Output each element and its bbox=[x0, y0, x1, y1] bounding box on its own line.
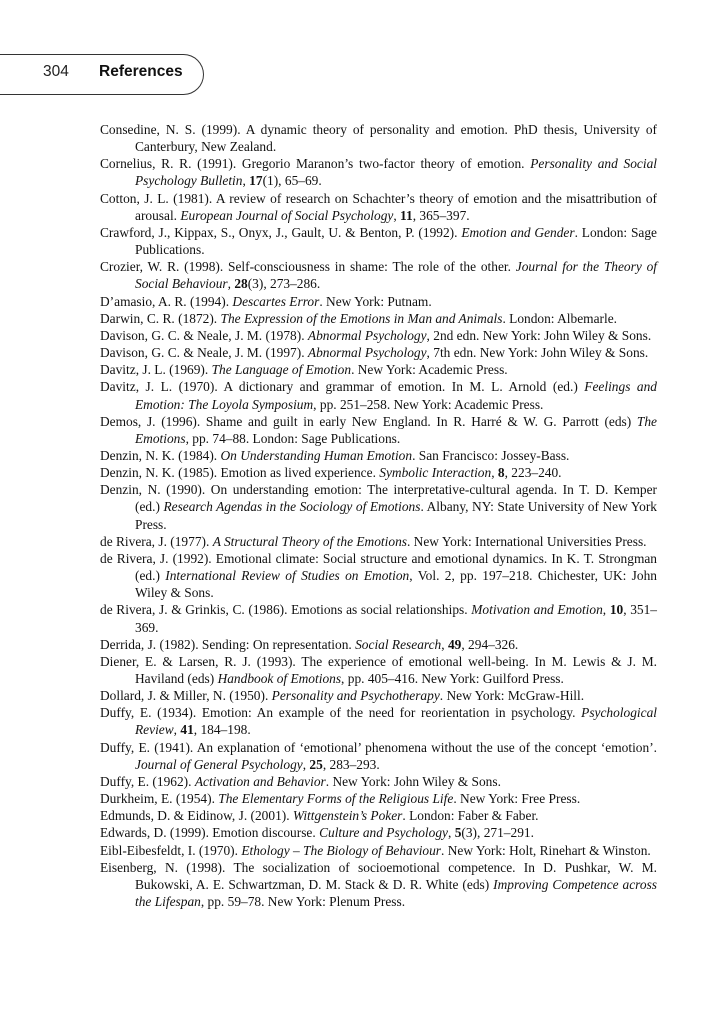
reference-entry bbox=[100, 464, 657, 481]
reference-text: , bbox=[227, 276, 235, 292]
reference-entry bbox=[100, 344, 657, 361]
reference-entry bbox=[100, 293, 657, 310]
reference-text: , bbox=[602, 602, 610, 618]
reference-text: , pp. 405–416. New York: Guilford Press. bbox=[341, 671, 564, 686]
reference-title: The Language of Emotion bbox=[211, 362, 352, 378]
reference-title: Culture and Psychology bbox=[319, 825, 448, 841]
reference-entry bbox=[100, 773, 657, 790]
reference-text: , 283–293. bbox=[322, 756, 380, 772]
reference-text: Denzin, N. (1990). On understanding emotion: The interpretative-cultural agenda. In T. D. Kemper (ed.) bbox=[100, 482, 657, 515]
reference-entry bbox=[100, 842, 657, 859]
reference-text: Dollard, J. & Miller, N. (1950). bbox=[100, 688, 272, 704]
reference-volume: 17 bbox=[249, 173, 263, 189]
reference-text: , 351–369. bbox=[135, 602, 657, 635]
reference-title: On Understanding Human Emotion bbox=[220, 447, 413, 463]
reference-entry bbox=[100, 224, 657, 258]
reference-text: Edmunds, D. & Eidinow, J. (2001). bbox=[100, 808, 293, 824]
reference-entry bbox=[100, 258, 657, 292]
reference-text: . London: Sage Publications. bbox=[135, 224, 657, 258]
reference-text: , pp. 74–88. London: Sage Publications. bbox=[185, 430, 401, 446]
reference-entry bbox=[100, 481, 657, 532]
reference-title: Abnormal Psychology bbox=[307, 327, 427, 343]
reference-text: , bbox=[173, 722, 181, 738]
reference-text: , bbox=[242, 173, 250, 189]
reference-text: Duffy, E. (1934). Emotion: An example of the need for reorientation in psychology. bbox=[100, 705, 582, 721]
reference-title: Abnormal Psychology bbox=[307, 345, 427, 361]
reference-volume: 11 bbox=[400, 207, 413, 223]
reference-title: Descartes Error bbox=[232, 293, 320, 309]
reference-entry bbox=[100, 739, 657, 773]
reference-title: Research Agendas in the Sociology of Emotions bbox=[163, 499, 421, 515]
reference-volume: 49 bbox=[447, 636, 462, 652]
reference-text: , bbox=[448, 825, 455, 841]
reference-title: Motivation and Emotion bbox=[471, 602, 603, 618]
reference-text: Denzin, N. K. (1984). bbox=[100, 447, 221, 463]
reference-entry bbox=[100, 704, 657, 738]
reference-text: (1), 65–69. bbox=[262, 173, 322, 189]
reference-title: Handbook of Emotions bbox=[217, 671, 342, 686]
reference-volume: 28 bbox=[234, 276, 248, 292]
reference-entry bbox=[100, 824, 657, 841]
reference-text: , 2nd edn. New York: John Wiley & Sons. bbox=[426, 327, 652, 343]
reference-text: Davitz, J. L. (1970). A dictionary and grammar of emotion. In M. L. Arnold (ed.) bbox=[100, 379, 585, 395]
reference-volume: 5 bbox=[454, 825, 462, 841]
reference-text: . Albany, NY: State University of New York Press. bbox=[135, 499, 657, 532]
reference-text: , pp. 251–258. New York: Academic Press. bbox=[313, 396, 544, 412]
reference-title: A Structural Theory of the Emotions bbox=[212, 533, 407, 549]
reference-entry bbox=[100, 327, 657, 344]
reference-text: de Rivera, J. & Grinkis, C. (1986). Emotions as social relationships. bbox=[100, 602, 472, 618]
reference-volume: 25 bbox=[309, 756, 323, 772]
page-number: 304 bbox=[43, 63, 69, 80]
reference-text: , 7th edn. New York: John Wiley & Sons. bbox=[426, 345, 649, 361]
reference-text: Durkheim, E. (1954). bbox=[100, 791, 219, 807]
reference-text: (3), 271–291. bbox=[461, 825, 534, 841]
reference-entry bbox=[100, 550, 657, 601]
reference-entry bbox=[100, 190, 657, 224]
reference-title: Wittgenstein’s Poker bbox=[292, 808, 403, 824]
reference-text: Demos, J. (1996). Shame and guilt in early New England. In R. Harré & W. G. Parrott (eds) bbox=[100, 413, 637, 429]
reference-text: Duffy, E. (1941). An explanation of ‘emotional’ phenomena without the use of the concept ‘emotion’. bbox=[100, 739, 657, 755]
reference-title: Personality and Social Psychology Bulletin bbox=[135, 156, 657, 189]
reference-entry bbox=[100, 687, 657, 704]
reference-text: . New York: Academic Press. bbox=[351, 362, 508, 378]
reference-text: . New York: John Wiley & Sons. bbox=[325, 773, 501, 789]
reference-text: Consedine, N. S. (1999). A dynamic theory of personality and emotion. PhD thesis, University of Canterbury, New Zealand. bbox=[100, 122, 657, 155]
reference-entry bbox=[100, 155, 657, 189]
reference-text: (3), 273–286. bbox=[247, 276, 321, 292]
reference-entry bbox=[100, 601, 657, 635]
reference-entry bbox=[100, 361, 657, 378]
reference-volume: 10 bbox=[609, 602, 624, 618]
reference-title: Symbolic Interaction bbox=[379, 465, 492, 481]
reference-entry bbox=[100, 653, 657, 687]
reference-entry bbox=[100, 807, 657, 824]
reference-text: Eisenberg, N. (1998). The socialization of socioemotional competence. In D. Pushkar, W. M. Bukowski, A. E. Schwartzman, D. M. Stack & D. R. White (eds) bbox=[100, 859, 657, 892]
reference-title: Psychological Review bbox=[135, 705, 657, 738]
reference-text: . New York: Holt, Rinehart & Winston. bbox=[441, 842, 651, 858]
reference-title: The Expression of the Emotions in Man and Animals bbox=[220, 310, 503, 326]
reference-text: Duffy, E. (1962). bbox=[100, 773, 195, 789]
reference-text: Darwin, C. R. (1872). bbox=[100, 310, 221, 326]
reference-text: Derrida, J. (1982). Sending: On representation. bbox=[100, 636, 356, 652]
reference-title: European Journal of Social Psychology bbox=[180, 207, 394, 223]
reference-text: Davitz, J. L. (1969). bbox=[100, 362, 212, 378]
reference-title: Improving Competence across the Lifespan bbox=[135, 876, 658, 910]
reference-text: , bbox=[441, 636, 448, 652]
reference-text: de Rivera, J. (1977). bbox=[100, 533, 213, 549]
reference-text: , 294–326. bbox=[461, 636, 519, 652]
reference-text: Cotton, J. L. (1981). A review of research on Schachter’s theory of emotion and the misattribution of arousal. bbox=[100, 190, 657, 223]
reference-entry bbox=[100, 790, 657, 807]
reference-entry bbox=[100, 310, 657, 327]
reference-text: . New York: Free Press. bbox=[453, 791, 581, 807]
reference-text: Crawford, J., Kippax, S., Onyx, J., Gault, U. & Benton, P. (1992). bbox=[100, 224, 462, 240]
reference-entry bbox=[100, 859, 657, 910]
reference-title: The Emotions bbox=[135, 413, 657, 446]
reference-title: International Review of Studies on Emotion bbox=[165, 568, 410, 584]
reference-text: Davison, G. C. & Neale, J. M. (1997). bbox=[100, 345, 308, 361]
reference-text: Denzin, N. K. (1985). Emotion as lived experience. bbox=[100, 465, 380, 481]
reference-text: , bbox=[302, 756, 310, 772]
reference-text: Diener, E. & Larsen, R. J. (1993). The experience of emotional well-being. In M. Lewis & J. M. Haviland (eds) bbox=[100, 653, 657, 686]
reference-entry bbox=[100, 447, 657, 464]
reference-entry bbox=[100, 413, 657, 447]
running-head: References bbox=[99, 63, 183, 80]
reference-title: Ethology – The Biology of Behaviour bbox=[241, 842, 442, 858]
reference-text: Cornelius, R. R. (1991). Gregorio Maranon’s two-factor theory of emotion. bbox=[100, 156, 531, 172]
reference-text: . New York: International Universities Press. bbox=[406, 533, 647, 549]
reference-entry bbox=[100, 533, 657, 550]
reference-text: de Rivera, J. (1992). Emotional climate: Social structure and emotional dynamics. In K. T. Strongman (ed.) bbox=[100, 550, 657, 584]
reference-title: The Elementary Forms of the Religious Life bbox=[218, 791, 454, 807]
reference-entry bbox=[100, 378, 657, 412]
reference-text: , bbox=[491, 465, 498, 481]
reference-volume: 8 bbox=[497, 465, 505, 481]
reference-text: . London: Albemarle. bbox=[502, 310, 617, 326]
reference-text: , 223–240. bbox=[504, 465, 562, 481]
reference-title: Activation and Behavior bbox=[194, 773, 326, 789]
reference-text: , Vol. 2, pp. 197–218. Chichester, UK: John Wiley & Sons. bbox=[135, 568, 657, 601]
reference-text: , 184–198. bbox=[193, 722, 251, 738]
reference-text: Edwards, D. (1999). Emotion discourse. bbox=[100, 825, 320, 841]
reference-text: , 365–397. bbox=[412, 207, 470, 223]
reference-entry bbox=[100, 636, 657, 653]
reference-title: Social Research bbox=[355, 636, 442, 652]
reference-text: Eibl-Eibesfeldt, I. (1970). bbox=[100, 842, 242, 858]
reference-text: . New York: McGraw-Hill. bbox=[439, 688, 585, 704]
reference-title: Feelings and Emotion: The Loyola Symposium bbox=[135, 379, 657, 412]
reference-volume: 41 bbox=[180, 722, 194, 738]
reference-text: , bbox=[393, 207, 401, 223]
reference-text: . New York: Putnam. bbox=[319, 293, 432, 309]
reference-title: Journal for the Theory of Social Behaviour bbox=[135, 259, 657, 292]
reference-text: . London: Faber & Faber. bbox=[402, 808, 539, 824]
reference-title: Journal of General Psychology bbox=[135, 756, 303, 772]
reference-list bbox=[100, 121, 657, 910]
reference-text: D’amasio, A. R. (1994). bbox=[100, 293, 233, 309]
reference-entry bbox=[100, 121, 657, 155]
reference-title: Personality and Psychotherapy bbox=[271, 688, 440, 704]
reference-text: . San Francisco: Jossey-Bass. bbox=[412, 447, 570, 463]
reference-text: , pp. 59–78. New York: Plenum Press. bbox=[200, 894, 406, 910]
reference-title: Emotion and Gender bbox=[461, 224, 575, 240]
reference-text: Crozier, W. R. (1998). Self-consciousness in shame: The role of the other. bbox=[100, 259, 516, 275]
header-rule bbox=[0, 94, 14, 95]
reference-text: Davison, G. C. & Neale, J. M. (1978). bbox=[100, 327, 308, 343]
